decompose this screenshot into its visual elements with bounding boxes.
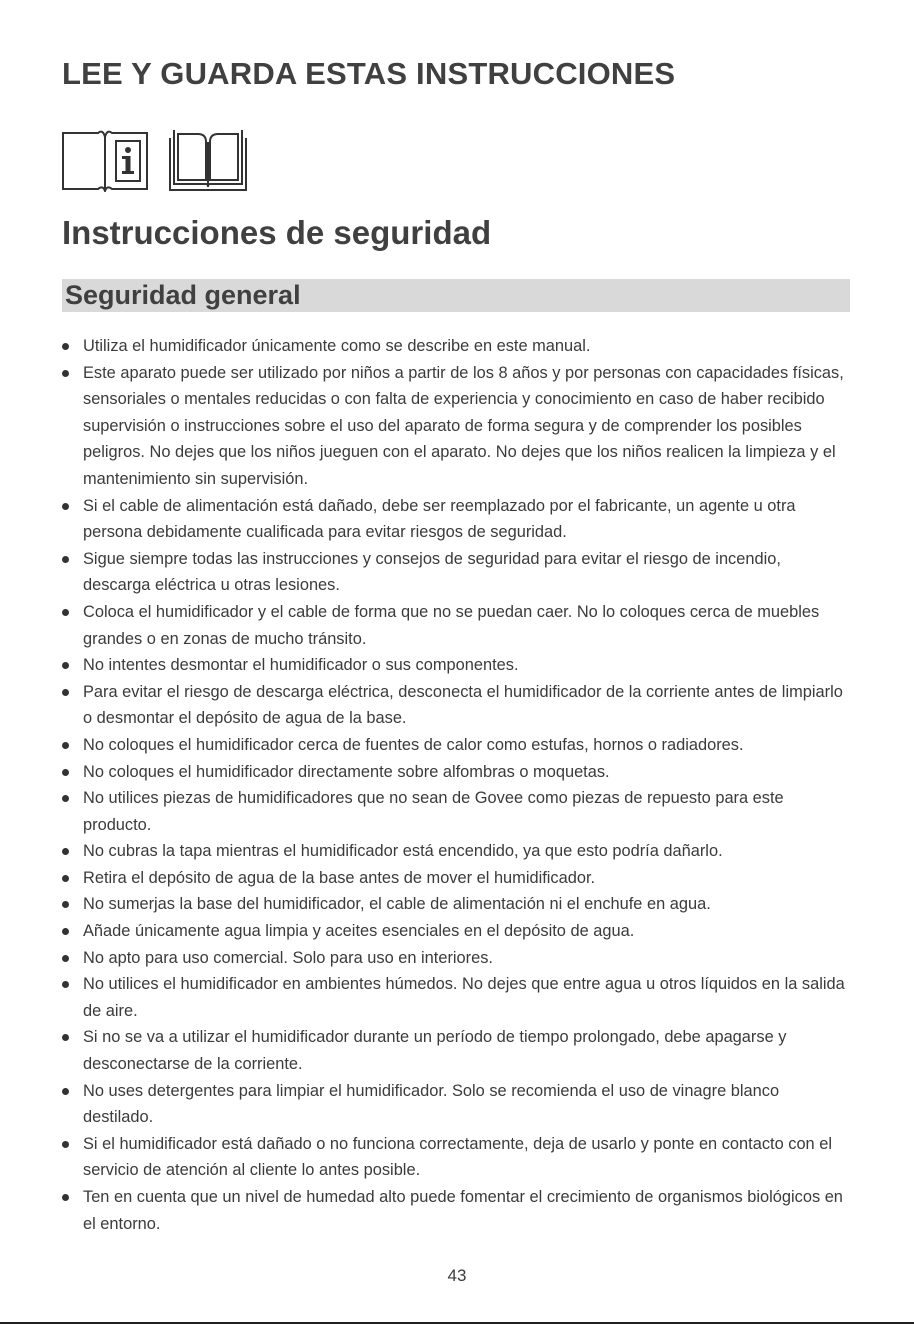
safety-rule: No sumerjas la base del humidificador, el cable de alimentación ni el enchufe en agua. <box>62 891 852 918</box>
safety-rule: No intentes desmontar el humidificador o sus componentes. <box>62 652 852 679</box>
safety-rule: No utilices el humidificador en ambientes húmedos. No dejes que entre agua u otros líquidos en la salida de aire. <box>62 971 852 1024</box>
safety-rule: Coloca el humidificador y el cable de forma que no se puedan caer. No lo coloques cerca de muebles grandes o en zonas de mucho tránsito. <box>62 599 852 652</box>
safety-rule: No cubras la tapa mientras el humidificador está encendido, ya que esto podría dañarlo. <box>62 838 852 865</box>
safety-rule: Si el cable de alimentación está dañado, debe ser reemplazado por el fabricante, un agente u otra persona debidamente cualificada para evitar riesgos de seguridad. <box>62 493 852 546</box>
safety-rule: No coloques el humidificador directamente sobre alfombras o moquetas. <box>62 759 852 786</box>
safety-rule: Para evitar el riesgo de descarga eléctrica, desconecta el humidificador de la corriente antes de limpiarlo o desmontar el depósito de agua de la base. <box>62 679 852 732</box>
info-manual-icon <box>62 128 148 192</box>
safety-rule: Este aparato puede ser utilizado por niños a partir de los 8 años y por personas con capacidades físicas, sensoriales o mentales reducidas o con falta de experiencia y conocimiento en caso de haber recibido supervisión o instrucciones sobre el uso del aparato de forma segura y de comprender los posibles peligros. No dejes que los niños jueguen con el aparato. No dejes que los niños realicen la limpieza y el mantenimiento sin supervisión. <box>62 360 852 493</box>
safety-rule: Ten en cuenta que un nivel de humedad alto puede fomentar el crecimiento de organismos biológicos en el entorno. <box>62 1184 852 1237</box>
safety-rule: No apto para uso comercial. Solo para uso en interiores. <box>62 945 852 972</box>
main-title: LEE Y GUARDA ESTAS INSTRUCCIONES <box>62 56 676 91</box>
safety-rule: Si no se va a utilizar el humidificador durante un período de tiempo prolongado, debe apagarse y desconectarse de la corriente. <box>62 1024 852 1077</box>
open-book-icon <box>169 128 247 192</box>
safety-rule: Si el humidificador está dañado o no funciona correctamente, deja de usarlo y ponte en contacto con el servicio de atención al cliente lo antes posible. <box>62 1131 852 1184</box>
safety-rule: Sigue siempre todas las instrucciones y consejos de seguridad para evitar el riesgo de incendio, descarga eléctrica u otras lesiones. <box>62 546 852 599</box>
safety-rule: No utilices piezas de humidificadores que no sean de Govee como piezas de repuesto para este producto. <box>62 785 852 838</box>
subsection-header <box>62 279 850 312</box>
safety-rule: Utiliza el humidificador únicamente como se describe en este manual. <box>62 333 852 360</box>
safety-rule: Añade únicamente agua limpia y aceites esenciales en el depósito de agua. <box>62 918 852 945</box>
safety-rules-list <box>62 333 852 1237</box>
safety-rule: No uses detergentes para limpiar el humidificador. Solo se recomienda el uso de vinagre blanco destilado. <box>62 1078 852 1131</box>
safety-rule: No coloques el humidificador cerca de fuentes de calor como estufas, hornos o radiadores. <box>62 732 852 759</box>
page-number: 43 <box>447 1266 467 1285</box>
safety-rule: Retira el depósito de agua de la base antes de mover el humidificador. <box>62 865 852 892</box>
subsection-title: Seguridad general <box>65 280 301 310</box>
section-title: Instrucciones de seguridad <box>62 214 492 251</box>
